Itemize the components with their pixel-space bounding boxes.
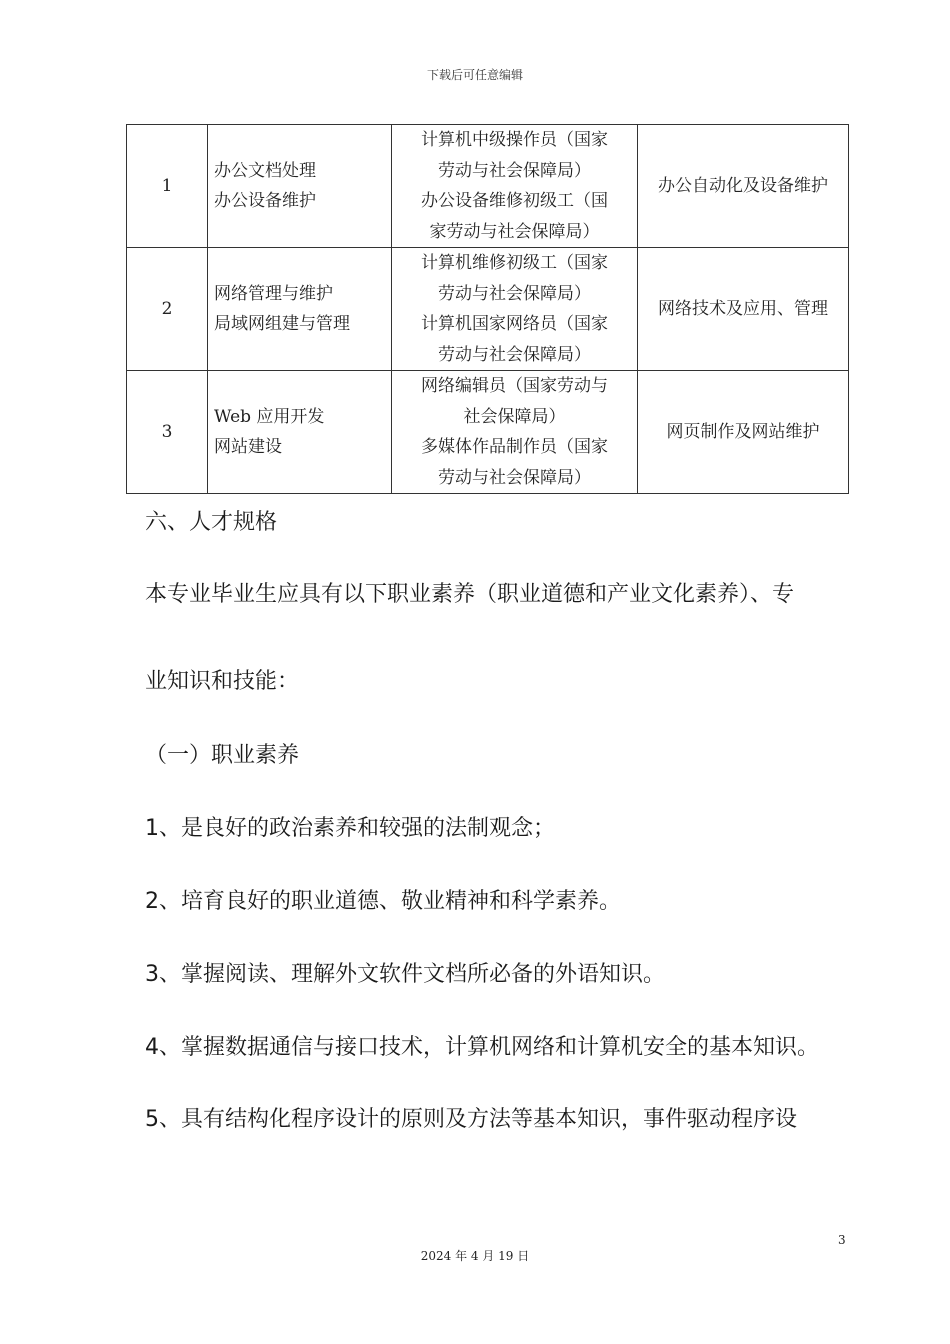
course-name: 网站建设	[214, 437, 282, 457]
certificate-line: 家劳动与社会保障局）	[429, 221, 600, 242]
certificate-cell	[392, 371, 638, 494]
row-number: 3	[127, 371, 208, 494]
certificate-line: 劳动与社会保障局）	[438, 344, 591, 365]
certificate-line: 劳动与社会保障局）	[438, 467, 591, 488]
course-name: Web 应用开发	[214, 406, 325, 427]
certificate-line: 网络编辑员（国家劳动与	[421, 376, 608, 396]
certificate-line: 计算机国家网络员（国家	[421, 314, 608, 334]
direction-cell: 网络技术及应用、管理	[638, 248, 849, 371]
list-item: 3、掌握阅读、理解外文软件文档所必备的外语知识。	[145, 962, 665, 987]
qualification-table	[126, 124, 849, 494]
certificate-cell	[392, 125, 638, 248]
row-number: 2	[127, 248, 208, 371]
certificate-line: 计算机维修初级工（国家	[421, 253, 608, 273]
list-item: 1、是良好的政治素养和较强的法制观念；	[145, 816, 555, 841]
intro-paragraph-line: 本专业毕业生应具有以下职业素养（职业道德和产业文化素养）、专	[145, 582, 795, 607]
certificate-line: 社会保障局）	[463, 406, 566, 427]
course-name: 办公设备维护	[214, 191, 316, 211]
table-row	[127, 371, 849, 494]
certificate-cell	[392, 248, 638, 371]
row-number: 1	[127, 125, 208, 248]
direction-cell: 办公自动化及设备维护	[638, 125, 849, 248]
certificate-line: 多媒体作品制作员（国家	[421, 437, 608, 457]
section-heading: 六、人才规格	[145, 510, 278, 535]
certificate-line: 劳动与社会保障局）	[438, 160, 591, 181]
table-row	[127, 248, 849, 371]
certificate-line: 办公设备维修初级工（国	[421, 191, 608, 211]
page-number: 3	[838, 1233, 846, 1247]
list-item: 4、掌握数据通信与接口技术，计算机网络和计算机安全的基本知识。	[145, 1035, 819, 1060]
certificate-line: 计算机中级操作员（国家	[421, 130, 608, 150]
direction-cell: 网页制作及网站维护	[638, 371, 849, 494]
course-name: 办公文档处理	[214, 160, 316, 181]
course-name: 网络管理与维护	[214, 283, 333, 304]
subsection-heading: （一）职业素养	[145, 743, 300, 768]
course-cell	[208, 371, 392, 494]
list-item: 2、培育良好的职业道德、敬业精神和科学素养。	[145, 889, 621, 914]
table-row	[127, 125, 849, 248]
footer-date: 2024 年 4 月 19 日	[420, 1249, 530, 1263]
course-cell	[208, 125, 392, 248]
intro-paragraph-line: 业知识和技能：	[145, 669, 300, 694]
course-name: 局域网组建与管理	[214, 314, 350, 334]
course-cell	[208, 248, 392, 371]
page-header: 下载后可任意编辑	[426, 68, 523, 82]
list-item: 5、具有结构化程序设计的原则及方法等基本知识，事件驱动程序设	[145, 1107, 797, 1132]
certificate-line: 劳动与社会保障局）	[438, 283, 591, 304]
